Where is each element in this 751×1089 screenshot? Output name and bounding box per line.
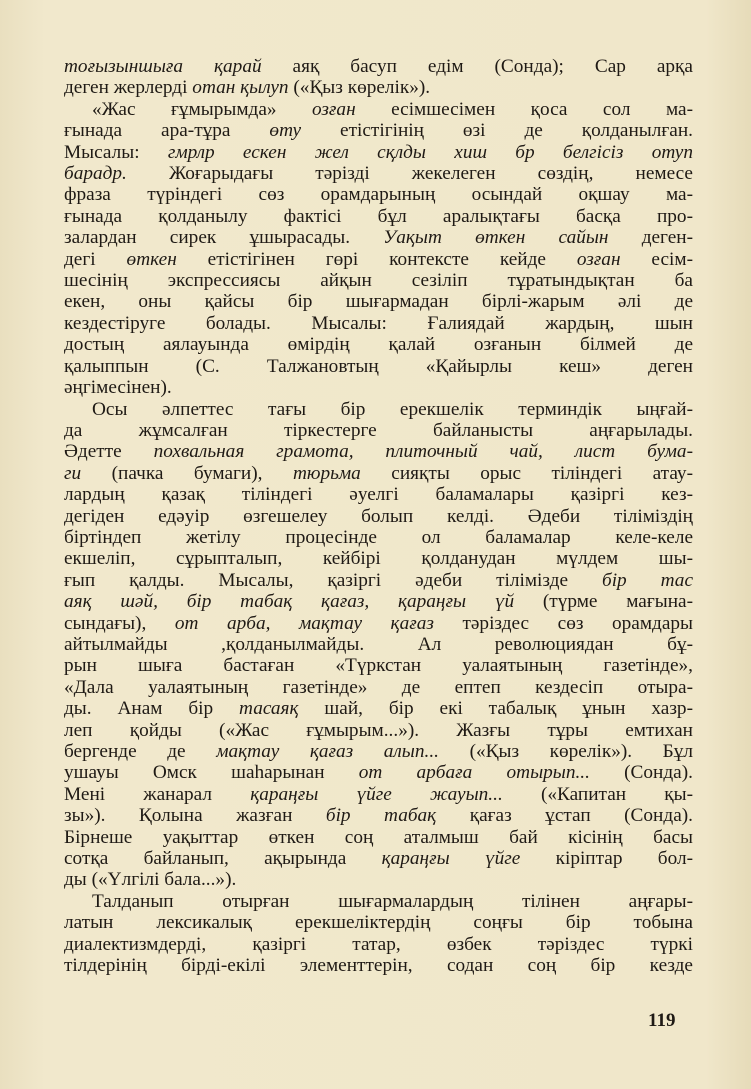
page-number: 119 xyxy=(648,1010,676,1031)
text-line xyxy=(64,99,693,120)
text-run: (Сонда). xyxy=(589,762,693,784)
text-line xyxy=(64,677,693,698)
text-run: ғынада қолданылу фактісі бұл аралықтағы басқа про- xyxy=(64,205,693,227)
text-run: бергенде де xyxy=(64,741,217,762)
text-line xyxy=(64,591,693,612)
text-run: сотқа байланып, ақырында xyxy=(64,848,382,870)
text-line xyxy=(64,399,693,420)
text-run: Әдетте xyxy=(64,441,154,463)
italic-text: озған xyxy=(576,248,621,270)
text-line xyxy=(64,720,693,741)
text-run: қағаз ұстап (Сонда). xyxy=(436,805,693,827)
italic-text: от арба, мақтау қағаз xyxy=(174,612,434,634)
text-line xyxy=(64,206,693,227)
text-line xyxy=(64,313,693,334)
text-run: «Жас ғұмырымда» xyxy=(92,98,312,120)
text-line xyxy=(64,634,693,655)
text-line xyxy=(64,698,693,719)
italic-text: тюрьма xyxy=(292,462,361,484)
text-line xyxy=(64,120,693,141)
text-run: кездестіруге болады. Мысалы: Ғалиядай жардың, шын xyxy=(64,312,693,334)
text-run: тәріздес сөз орамдары xyxy=(433,612,694,634)
text-line xyxy=(64,291,693,312)
text-line xyxy=(64,613,693,634)
text-run: қалыппын (С. Талжановтың «Қайырлы кеш» деген xyxy=(64,355,693,377)
text-run: ды («Үлгілі бала...»). xyxy=(64,869,237,891)
text-run: Бірнеше уақыттар өткен соң аталмыш бай кісінің басы xyxy=(64,826,693,848)
text-run: дегіден едәуір өзгешелеу болып келді. Әдеби тіліміздің xyxy=(64,505,693,527)
text-line xyxy=(64,527,693,548)
italic-text: бір тас xyxy=(602,569,693,591)
text-line xyxy=(64,848,693,869)
italic-text: похвальная грамота, плиточный чай, лист бума- xyxy=(153,441,693,463)
text-line xyxy=(64,934,693,955)
text-run: дегі xyxy=(64,248,127,270)
text-run: аяқ басуп едім (Сонда); Сар арқа xyxy=(261,56,693,77)
text-run: «Дала уалаятының газетінде» де ептеп кездесіп отыра- xyxy=(64,676,693,698)
text-run: леп қойды («Жас ғұмырым...»). Жазғы тұры емтихан xyxy=(64,719,693,741)
body-text xyxy=(64,56,693,976)
text-line xyxy=(64,163,693,184)
text-line xyxy=(64,184,693,205)
text-run: (түрме мағына- xyxy=(514,591,693,613)
text-line xyxy=(64,805,693,826)
text-run: етістігінен гөрі контексте кейде xyxy=(176,248,577,270)
text-run: диалектизмдерді, қазіргі татар, өзбек тәріздес түркі xyxy=(64,933,693,955)
text-run: фраза түріндегі сөз орамдарының осындай оқшау ма- xyxy=(64,184,693,206)
text-line xyxy=(64,506,693,527)
text-run: латын лексикалық ерекшеліктердің соңғы бір тобына xyxy=(64,912,693,934)
text-run: шесінің экспрессиясы айқын сезіліп тұратындықтан ба xyxy=(64,270,693,292)
italic-text: өткен xyxy=(126,248,177,270)
italic-text: тасаяқ xyxy=(239,698,299,720)
text-run: («Қыз көрелік»). Бұл xyxy=(438,741,693,762)
text-line xyxy=(64,377,693,398)
text-line xyxy=(64,784,693,805)
text-run: («Қыз көрелік»). xyxy=(288,77,431,99)
text-run: тілдерінің бірді-екілі элементтерін, содан соң бір кезде xyxy=(64,955,693,977)
text-run: залардан сирек ұшырасады. xyxy=(64,227,384,249)
text-line xyxy=(64,484,693,505)
italic-text: отан қылуп xyxy=(192,77,289,99)
text-run: рын шыға бастаған «Түркстан уалаятының газетінде», xyxy=(64,655,693,677)
text-run: біртіндеп жетілу процесінде ол баламалар келе-келе xyxy=(64,526,693,548)
text-run: шай, бір екі табалық ұнын хазр- xyxy=(298,698,693,720)
italic-text: гмрлр ескен жел сқлды хиш бр белгісіз отуп xyxy=(167,141,693,163)
text-run: зы»). Қолына жазған xyxy=(64,805,326,827)
text-line xyxy=(64,142,693,163)
italic-text: от арбаға отырып... xyxy=(358,762,590,784)
italic-text: мақтау қағаз алып... xyxy=(216,741,439,762)
italic-text: озған xyxy=(312,98,356,120)
text-run: айтылмайды ,қолданылмайды. Ал революциядан бұ- xyxy=(64,633,693,655)
text-line xyxy=(64,334,693,355)
text-run: ғып қалды. Мысалы, қазіргі әдеби тілімізде xyxy=(64,569,602,591)
italic-text: қараңғы үйге жауып... xyxy=(250,783,503,805)
text-run: ғынада ара-тұра xyxy=(64,120,270,142)
text-run: есім- xyxy=(620,248,693,270)
italic-text: аяқ шәй, бір табақ қағаз, қараңғы үй xyxy=(64,591,515,613)
italic-text: өту xyxy=(269,120,302,142)
text-line xyxy=(64,912,693,933)
text-run: ды. Анам бір xyxy=(64,698,240,720)
text-run: деген- xyxy=(608,227,694,249)
text-line xyxy=(64,869,693,890)
text-line xyxy=(64,356,693,377)
text-run: Мысалы: xyxy=(64,141,168,163)
text-line xyxy=(64,270,693,291)
text-run: сындағы), xyxy=(64,612,175,634)
text-run: лардың қазақ тіліндегі әуелгі баламалары қазіргі кез- xyxy=(64,484,693,506)
text-line xyxy=(64,548,693,569)
text-run: Жоғарыдағы тәрізді жекелеген сөздің, немесе xyxy=(126,163,693,185)
text-run: да жұмсалған тіркестерге байланысты аңғарылады. xyxy=(64,419,693,441)
text-line xyxy=(64,741,693,762)
text-line xyxy=(64,249,693,270)
text-run: достың аялауында өмірдің қалай озғанын білмей де xyxy=(64,334,693,356)
text-run: Мені жанарал xyxy=(64,783,251,805)
text-run: есімшесімен қоса сол ма- xyxy=(355,98,693,120)
text-run: әңгімесінен). xyxy=(64,377,172,399)
italic-text: барадр. xyxy=(64,163,127,185)
text-run: («Капитан қы- xyxy=(502,783,694,805)
text-run: етістігінің өзі де қолданылған. xyxy=(301,120,693,142)
text-line xyxy=(64,655,693,676)
text-run: екшеліп, сұрыпталып, кейбірі қолданудан мүлдем шы- xyxy=(64,548,693,570)
text-line xyxy=(64,463,693,484)
text-run: (пачка бумаги), xyxy=(81,462,293,484)
italic-text: Уақыт өткен сайын xyxy=(383,227,609,249)
text-run: Осы әлпеттес тағы бір ерекшелік терминдік ыңғай- xyxy=(92,398,693,420)
text-run: кіріптар бол- xyxy=(520,848,694,870)
text-line xyxy=(64,56,693,77)
text-line xyxy=(64,420,693,441)
text-line xyxy=(64,891,693,912)
text-run: ушауы Омск шаһарынан xyxy=(64,762,359,784)
text-run: деген жерлерді xyxy=(64,77,193,99)
text-line xyxy=(64,441,693,462)
text-line xyxy=(64,227,693,248)
text-line xyxy=(64,827,693,848)
text-run: сияқты орыс тіліндегі атау- xyxy=(360,462,693,484)
italic-text: ги xyxy=(64,462,82,484)
text-run: екен, оны қайсы бір шығармадан бірлі-жарым әлі де xyxy=(64,291,693,313)
text-line xyxy=(64,570,693,591)
text-run: Талданып отырған шығармалардың тілінен аңғары- xyxy=(92,890,693,912)
text-line xyxy=(64,77,693,98)
italic-text: бір табақ xyxy=(325,805,437,827)
italic-text: тоғызыншыға қарай xyxy=(64,56,262,77)
italic-text: қараңғы үйге xyxy=(381,848,521,870)
text-line xyxy=(64,955,693,976)
text-line xyxy=(64,762,693,783)
